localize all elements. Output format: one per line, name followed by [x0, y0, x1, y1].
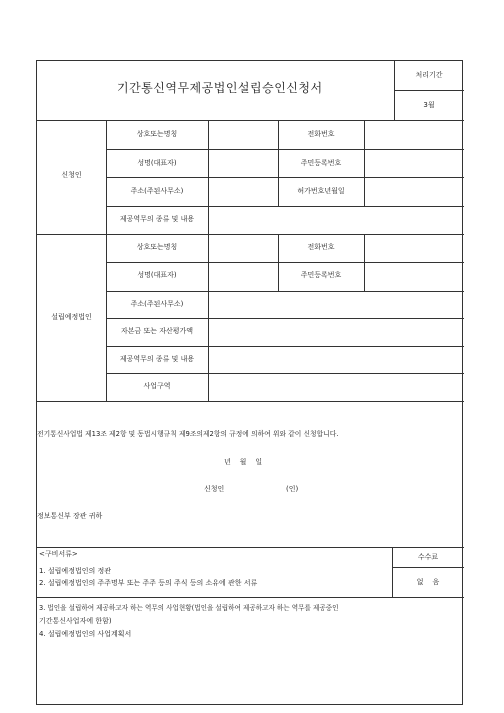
- applicant-rep-label: 성명(대표자): [137, 159, 177, 167]
- company-capital-field[interactable]: [209, 319, 464, 346]
- application-form: [36, 60, 463, 705]
- processing-period-label: 처리기간: [415, 71, 443, 79]
- applicant-rep-field[interactable]: [209, 150, 278, 177]
- declaration-statement: 전기통신사업법 제13조 제2항 및 동법시행규칙 제9조의제2항의 규정에 의하여 위와 같이 신청합니다.: [37, 430, 339, 438]
- company-phone-label: 전화번호: [307, 243, 335, 251]
- applicant-license-field[interactable]: [365, 178, 464, 206]
- applicant-address-field[interactable]: [209, 178, 278, 206]
- company-capital-label: 자본금 또는 자산평가액: [120, 327, 194, 335]
- applicant-services-label: 제공역무의 종류 및 내용: [119, 215, 195, 223]
- documents-heading: <구비서류>: [39, 550, 78, 558]
- recipient-text: 정보통신부 장관 귀하: [37, 512, 103, 520]
- applicant-license-label: 허가번호년월일: [297, 187, 345, 195]
- company-address-label: 주소(주된사무소): [130, 300, 184, 308]
- company-rep-label: 성명(대표자): [137, 271, 177, 279]
- document-item-2: 2. 설립예정법인의 주주명부 또는 주주 등의 주식 등의 소유에 관한 서류: [39, 579, 258, 587]
- applicant-services-field[interactable]: [209, 207, 464, 234]
- company-address-field[interactable]: [209, 292, 464, 318]
- signature-applicant-label: 신청인: [204, 485, 225, 493]
- company-area-label: 사업구역: [143, 382, 171, 390]
- applicant-address-label: 주소(주된사무소): [130, 187, 184, 195]
- company-name-label: 상호또는명칭: [136, 243, 178, 251]
- document-item-1: 1. 설립예정법인의 정관: [39, 567, 111, 575]
- declaration-date: 년 월 일: [224, 458, 263, 466]
- company-resident-no-field[interactable]: [365, 263, 464, 291]
- document-item-3: 3. 법인을 설립하여 제공하고자 하는 역무의 사업현황(법인을 설립하여 제공하고자 하는 역무를 제공중인: [39, 604, 339, 612]
- company-services-label: 제공역무의 종류 및 내용: [119, 355, 195, 363]
- applicant-name-field[interactable]: [209, 121, 278, 149]
- applicant-section-label: 신청인: [61, 171, 82, 179]
- applicant-phone-label: 전화번호: [307, 130, 335, 138]
- company-resident-no-label: 주민등록번호: [300, 271, 342, 279]
- company-area-field[interactable]: [209, 374, 464, 401]
- seal-mark: (인): [286, 485, 299, 493]
- applicant-phone-field[interactable]: [365, 121, 464, 149]
- applicant-resident-no-field[interactable]: [365, 150, 464, 177]
- applicant-resident-no-label: 주민등록번호: [300, 159, 342, 167]
- signature-field[interactable]: [232, 481, 282, 495]
- fee-label: 수수료: [417, 553, 439, 561]
- company-rep-field[interactable]: [209, 263, 278, 291]
- processing-period-value: 3월: [423, 101, 435, 109]
- applicant-name-label: 상호또는명칭: [136, 130, 178, 138]
- company-phone-field[interactable]: [365, 235, 464, 262]
- form-title: 기간통신역무제공법인설립승인신청서: [117, 81, 323, 95]
- document-item-3-cont: 기간통신사업자에 한함): [39, 617, 112, 625]
- company-section-label: 설립예정법인: [51, 313, 92, 321]
- document-item-4: 4. 설립예정법인의 사업계획서: [39, 630, 132, 638]
- fee-value: 없 음: [416, 578, 440, 586]
- company-name-field[interactable]: [209, 235, 278, 262]
- company-services-field[interactable]: [209, 347, 464, 373]
